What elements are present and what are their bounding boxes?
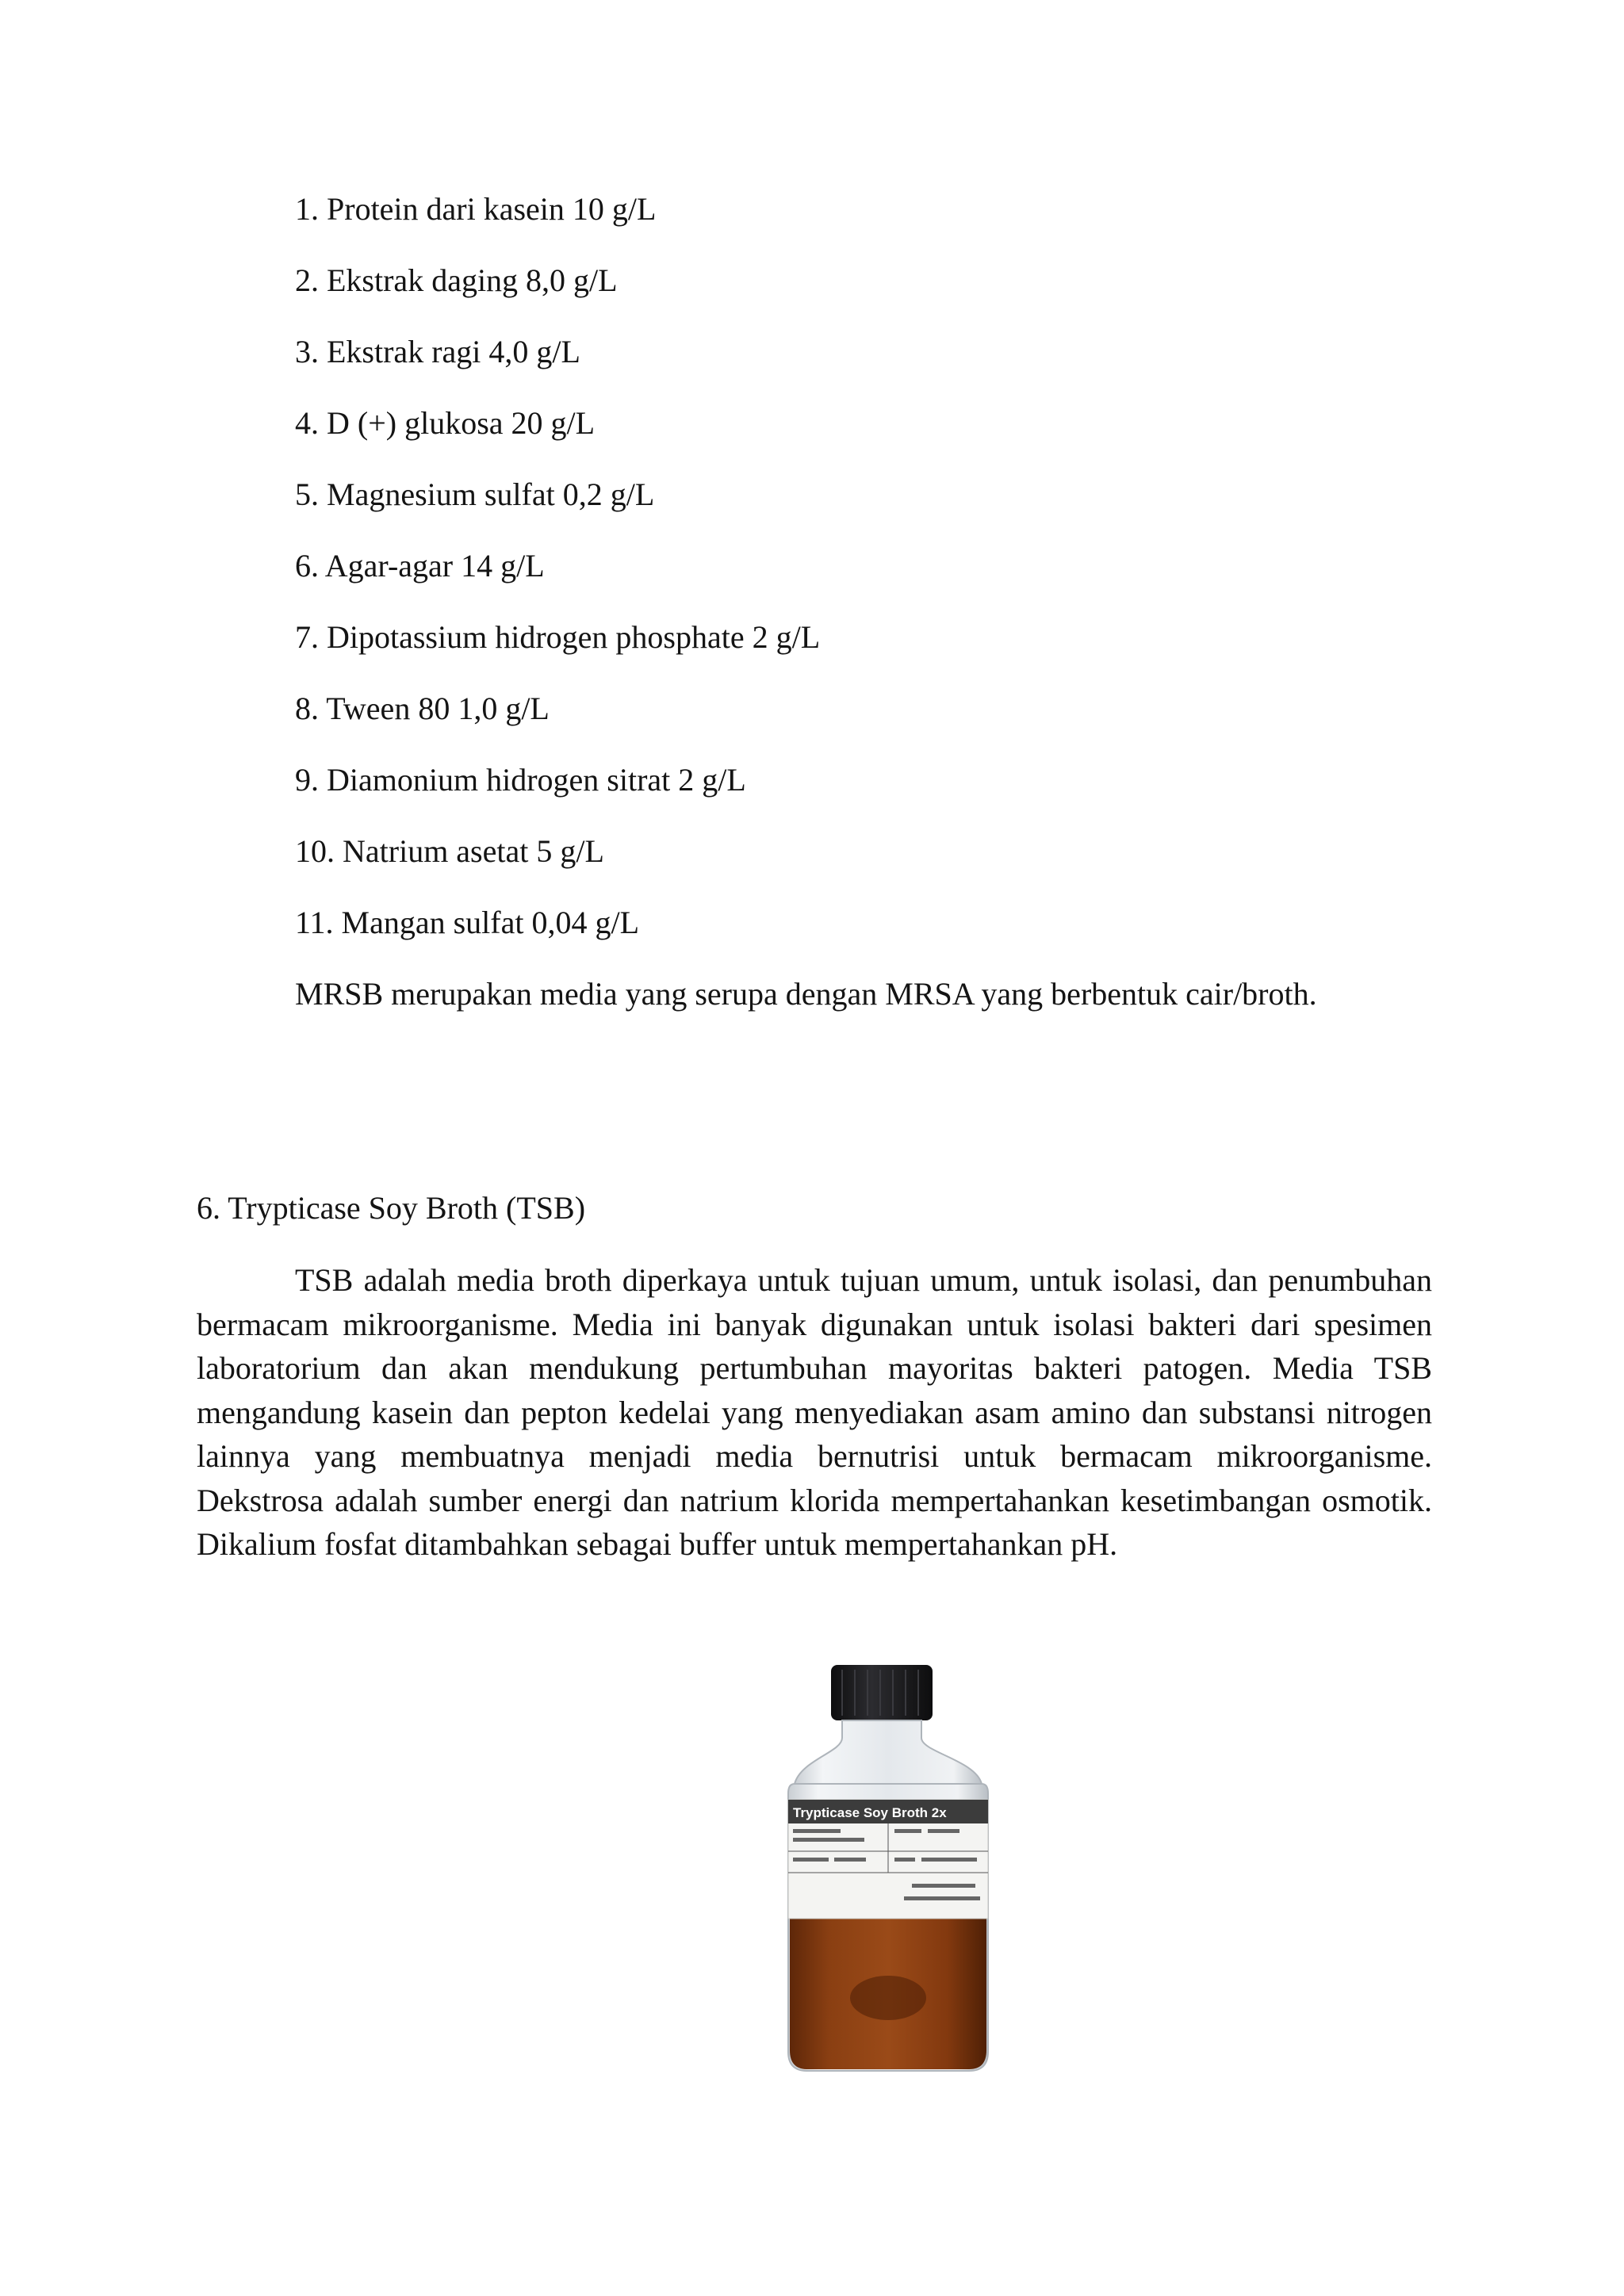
ingredient-item: 11. Mangan sulfat 0,04 g/L [295,905,640,940]
ingredient-item: 1. Protein dari kasein 10 g/L [295,191,657,227]
ingredient-item: 6. Agar-agar 14 g/L [295,548,545,584]
section-heading: 6. Trypticase Soy Broth (TSB) [197,1190,586,1226]
ingredient-item: 10. Natrium asetat 5 g/L [295,833,604,869]
bottle-neck [795,1720,982,1784]
ingredient-item: 3. Ekstrak ragi 4,0 g/L [295,334,580,369]
ingredient-list [295,190,1445,975]
bottle-label [788,1800,988,1919]
ingredient-item: 2. Ekstrak daging 8,0 g/L [295,262,618,298]
section-paragraph: TSB adalah media broth diperkaya untuk tujuan umum, untuk isolasi, dan penumbuhan bermacam mikroorganisme. Media ini banyak digunakan untuk isolasi bakteri dari spesimen laboratorium dan akan mendukung pertumbuhan mayoritas bakteri patogen. Media TSB mengandung kasein dan pepton kedelai yang menyediakan asam amino dan substansi nitrogen lainnya yang membuatnya menjadi media bernutrisi untuk bermacam mikroorganisme. Dekstrosa adalah sumber energi dan natrium klorida mempertahankan kesetimbangan osmotik. Dikalium fosfat ditambahkan sebagai buffer untuk mempertahankan pH. [197,1262,1432,1562]
tsb-bottle-image [769,1665,1007,2077]
bottle-cap [831,1665,933,1720]
ingredient-item: 9. Diamonium hidrogen sitrat 2 g/L [295,762,746,798]
label-title: Trypticase Soy Broth 2x [793,1805,947,1820]
ingredient-item: 5. Magnesium sulfat 0,2 g/L [295,476,655,512]
summary-paragraph: MRSB merupakan media yang serupa dengan MRSA yang berbentuk cair/broth. [295,976,1317,1012]
ingredient-item: 4. D (+) glukosa 20 g/L [295,405,596,441]
ingredient-item: 8. Tween 80 1,0 g/L [295,691,550,726]
ingredient-item: 7. Dipotassium hidrogen phosphate 2 g/L [295,619,821,655]
